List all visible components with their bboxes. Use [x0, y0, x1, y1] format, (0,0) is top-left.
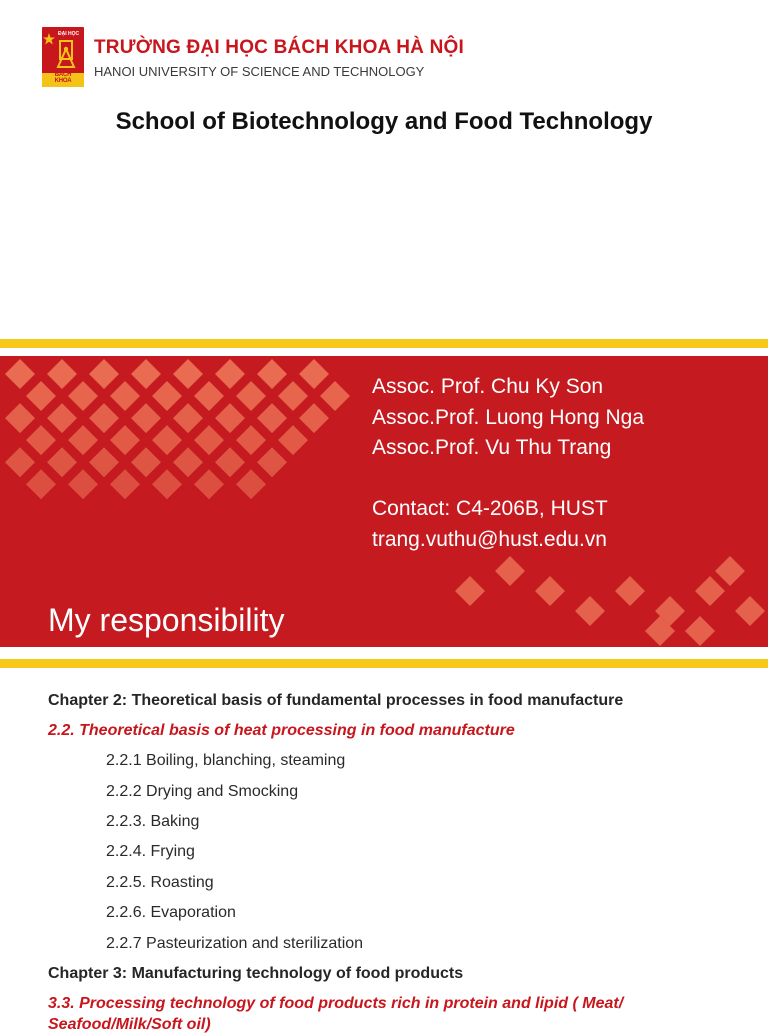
diamond-shape: [236, 381, 266, 411]
university-logo: [42, 27, 84, 87]
diamond-shape: [152, 469, 182, 499]
subsection-item: 2.2.2 Drying and Smocking: [106, 783, 299, 800]
responsibility-title: My responsibility: [48, 602, 285, 638]
diamond-shape: [535, 576, 565, 606]
author-name: Assoc.Prof. Vu Thu Trang: [372, 436, 612, 459]
section-heading-continued: Seafood/Milk/Soft oil): [48, 1016, 211, 1033]
diamond-shape: [173, 359, 203, 389]
author-name: Assoc. Prof. Chu Ky Son: [372, 375, 604, 398]
diamond-shape: [110, 469, 140, 499]
diamond-shape: [26, 381, 56, 411]
diamond-shape: [89, 447, 119, 477]
contact-info: [372, 494, 608, 555]
university-name-english: HANOI UNIVERSITY OF SCIENCE AND TECHNOLOGY: [94, 64, 425, 79]
diamond-shape: [5, 403, 35, 433]
diamond-shape: [110, 381, 140, 411]
diamond-shape: [278, 381, 308, 411]
diamond-shape: [68, 469, 98, 499]
school-title: School of Biotechnology and Food Technology: [115, 108, 653, 135]
diamond-shape: [194, 381, 224, 411]
chapter-heading: Chapter 3: Manufacturing technology of food products: [48, 965, 464, 982]
diamond-shape: [575, 596, 605, 626]
diamond-shape: [47, 359, 77, 389]
diamond-shape: [26, 425, 56, 455]
diamond-shape: [47, 447, 77, 477]
bottom-yellow-stripe: [0, 659, 768, 668]
subsection-item: 2.2.1 Boiling, blanching, steaming: [106, 752, 346, 769]
diamond-shape: [194, 469, 224, 499]
diamond-shape: [89, 359, 119, 389]
diamond-shape: [455, 576, 485, 606]
diamond-shape: [131, 359, 161, 389]
diamond-shape: [26, 469, 56, 499]
diamond-shape: [735, 596, 765, 626]
diamond-shape: [299, 359, 329, 389]
subsection-item: 2.2.3. Baking: [106, 813, 200, 830]
diamond-shape: [299, 403, 329, 433]
diamond-shape: [68, 381, 98, 411]
chapter-heading: Chapter 2: Theoretical basis of fundamental processes in food manufacture: [48, 692, 624, 709]
diamond-shape: [5, 359, 35, 389]
diamond-shape: [257, 359, 287, 389]
subsection-item: 2.2.5. Roasting: [106, 874, 214, 891]
diamond-shape: [5, 447, 35, 477]
logo-bottom-text: BÁCH KHOA: [54, 72, 72, 84]
section-heading: 3.3. Processing technology of food products rich in protein and lipid ( Meat/: [48, 995, 624, 1012]
diamond-shape: [131, 403, 161, 433]
university-name-vietnamese: TRƯỜNG ĐẠI HỌC BÁCH KHOA HÀ NỘI: [94, 37, 464, 58]
diamond-shape: [47, 403, 77, 433]
diamond-shape: [68, 425, 98, 455]
contact-email[interactable]: trang.vuthu@hust.edu.vn: [372, 527, 607, 551]
slide-header: [0, 0, 768, 340]
section-heading: 2.2. Theoretical basis of heat processing in food manufacture: [48, 722, 515, 739]
diamond-shape: [236, 425, 266, 455]
top-yellow-stripe: [0, 339, 768, 348]
subsection-item: 2.2.6. Evaporation: [106, 904, 236, 921]
diamond-shape: [278, 425, 308, 455]
diamond-shape: [194, 425, 224, 455]
subsection-item: 2.2.4. Frying: [106, 843, 195, 860]
diamond-shape: [89, 403, 119, 433]
diamond-shape: [152, 381, 182, 411]
diamond-shape: [215, 403, 245, 433]
diamond-shape: [495, 556, 525, 586]
diamond-shape: [110, 425, 140, 455]
author-name: Assoc.Prof. Luong Hong Nga: [372, 405, 644, 429]
diamond-shape: [685, 616, 715, 646]
diamond-shape: [215, 447, 245, 477]
diamond-shape: [715, 556, 745, 586]
diamond-shape: [173, 447, 203, 477]
subsection-item: 2.2.7 Pasteurization and sterilization: [106, 935, 364, 952]
diamond-shape: [320, 381, 350, 411]
diamond-shape: [152, 425, 182, 455]
diamond-shape: [695, 576, 725, 606]
diamond-shape: [173, 403, 203, 433]
diamond-shape: [215, 359, 245, 389]
diamond-shape: [257, 403, 287, 433]
diamond-shape: [257, 447, 287, 477]
contact-location: Contact: C4-206B, HUST: [372, 497, 608, 520]
diamond-shape: [615, 576, 645, 606]
logo-top-text: ĐẠI HỌC: [58, 31, 80, 37]
diamond-shape: [131, 447, 161, 477]
author-list: [372, 372, 644, 464]
diamond-shape: [236, 469, 266, 499]
